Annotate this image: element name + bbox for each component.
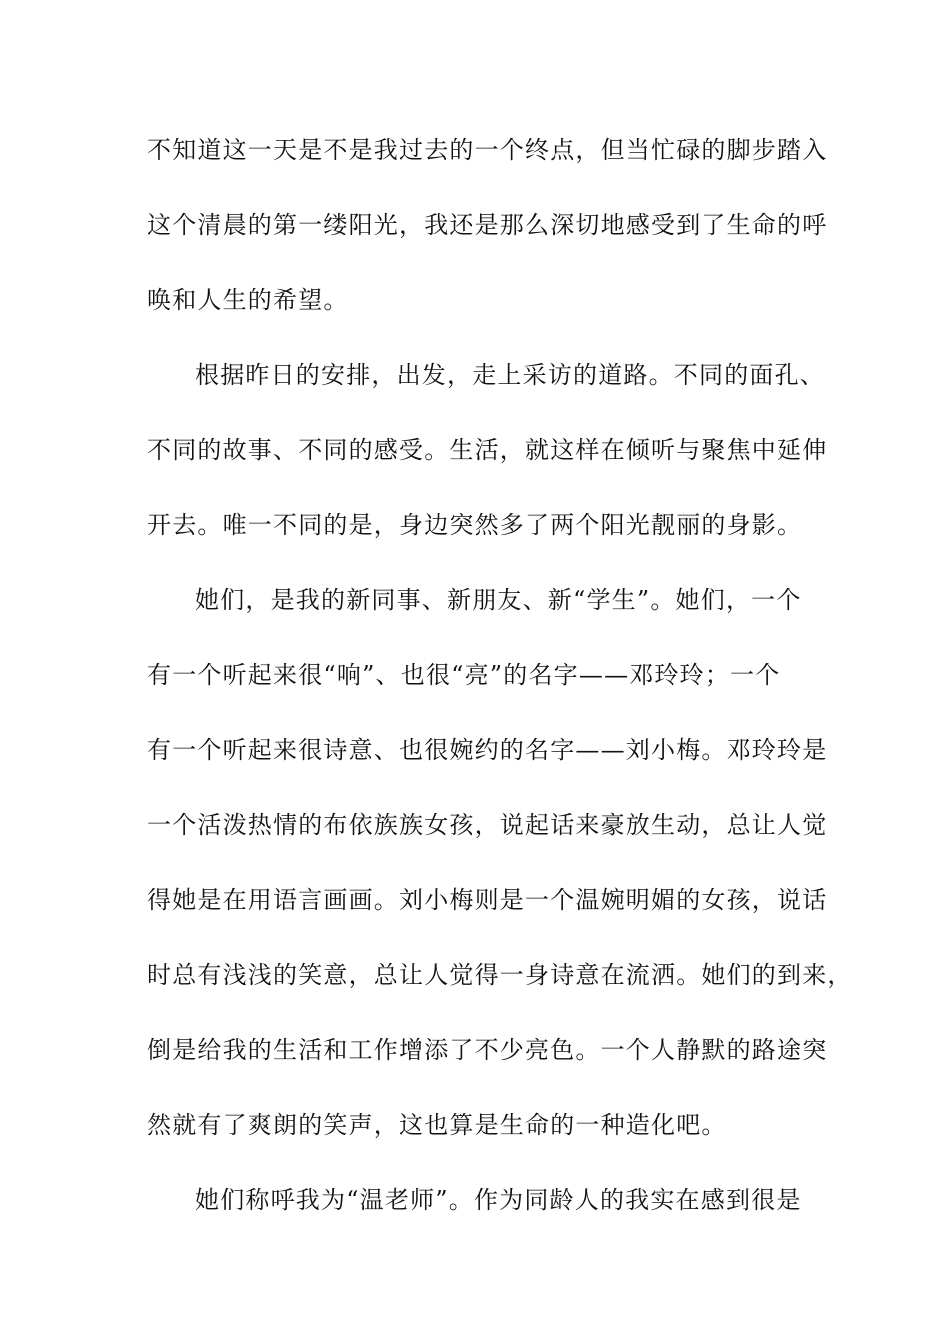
text-line-5: 不同的故事、不同的感受。生活，就这样在倾听与聚焦中延伸	[147, 436, 828, 464]
text-line-12: 时总有浅浅的笑意，总让人觉得一身诗意在流洒。她们的到来，	[147, 961, 853, 989]
text-line-8: 有一个听起来很“响”、也很“亮”的名字——邓玲玲；一个	[147, 661, 781, 689]
text-line-6: 开去。唯一不同的是，身边突然多了两个阳光靓丽的身影。	[147, 511, 803, 539]
text-line-15: 她们称呼我为“温老师”。作为同龄人的我实在感到很是	[195, 1186, 802, 1214]
text-line-1: 不知道这一天是不是我过去的一个终点，但当忙碌的脚步踏入	[147, 136, 828, 164]
text-line-7: 她们，是我的新同事、新朋友、新“学生”。她们，一个	[195, 586, 802, 614]
text-line-3: 唤和人生的希望。	[147, 286, 349, 314]
text-line-13: 倒是给我的生活和工作增添了不少亮色。一个人静默的路途突	[147, 1036, 828, 1064]
text-line-11: 得她是在用语言画画。刘小梅则是一个温婉明媚的女孩，说话	[147, 886, 828, 914]
text-line-2: 这个清晨的第一缕阳光，我还是那么深切地感受到了生命的呼	[147, 211, 828, 239]
body-text	[147, 128, 853, 1253]
text-line-14: 然就有了爽朗的笑声，这也算是生命的一种造化吧。	[147, 1111, 727, 1139]
text-line-9: 有一个听起来很诗意、也很婉约的名字——刘小梅。邓玲玲是	[147, 736, 828, 764]
text-line-10: 一个活泼热情的布依族族女孩，说起话来豪放生动，总让人觉	[147, 811, 828, 839]
text-line-4: 根据昨日的安排，出发，走上采访的道路。不同的面孔、	[195, 361, 825, 389]
